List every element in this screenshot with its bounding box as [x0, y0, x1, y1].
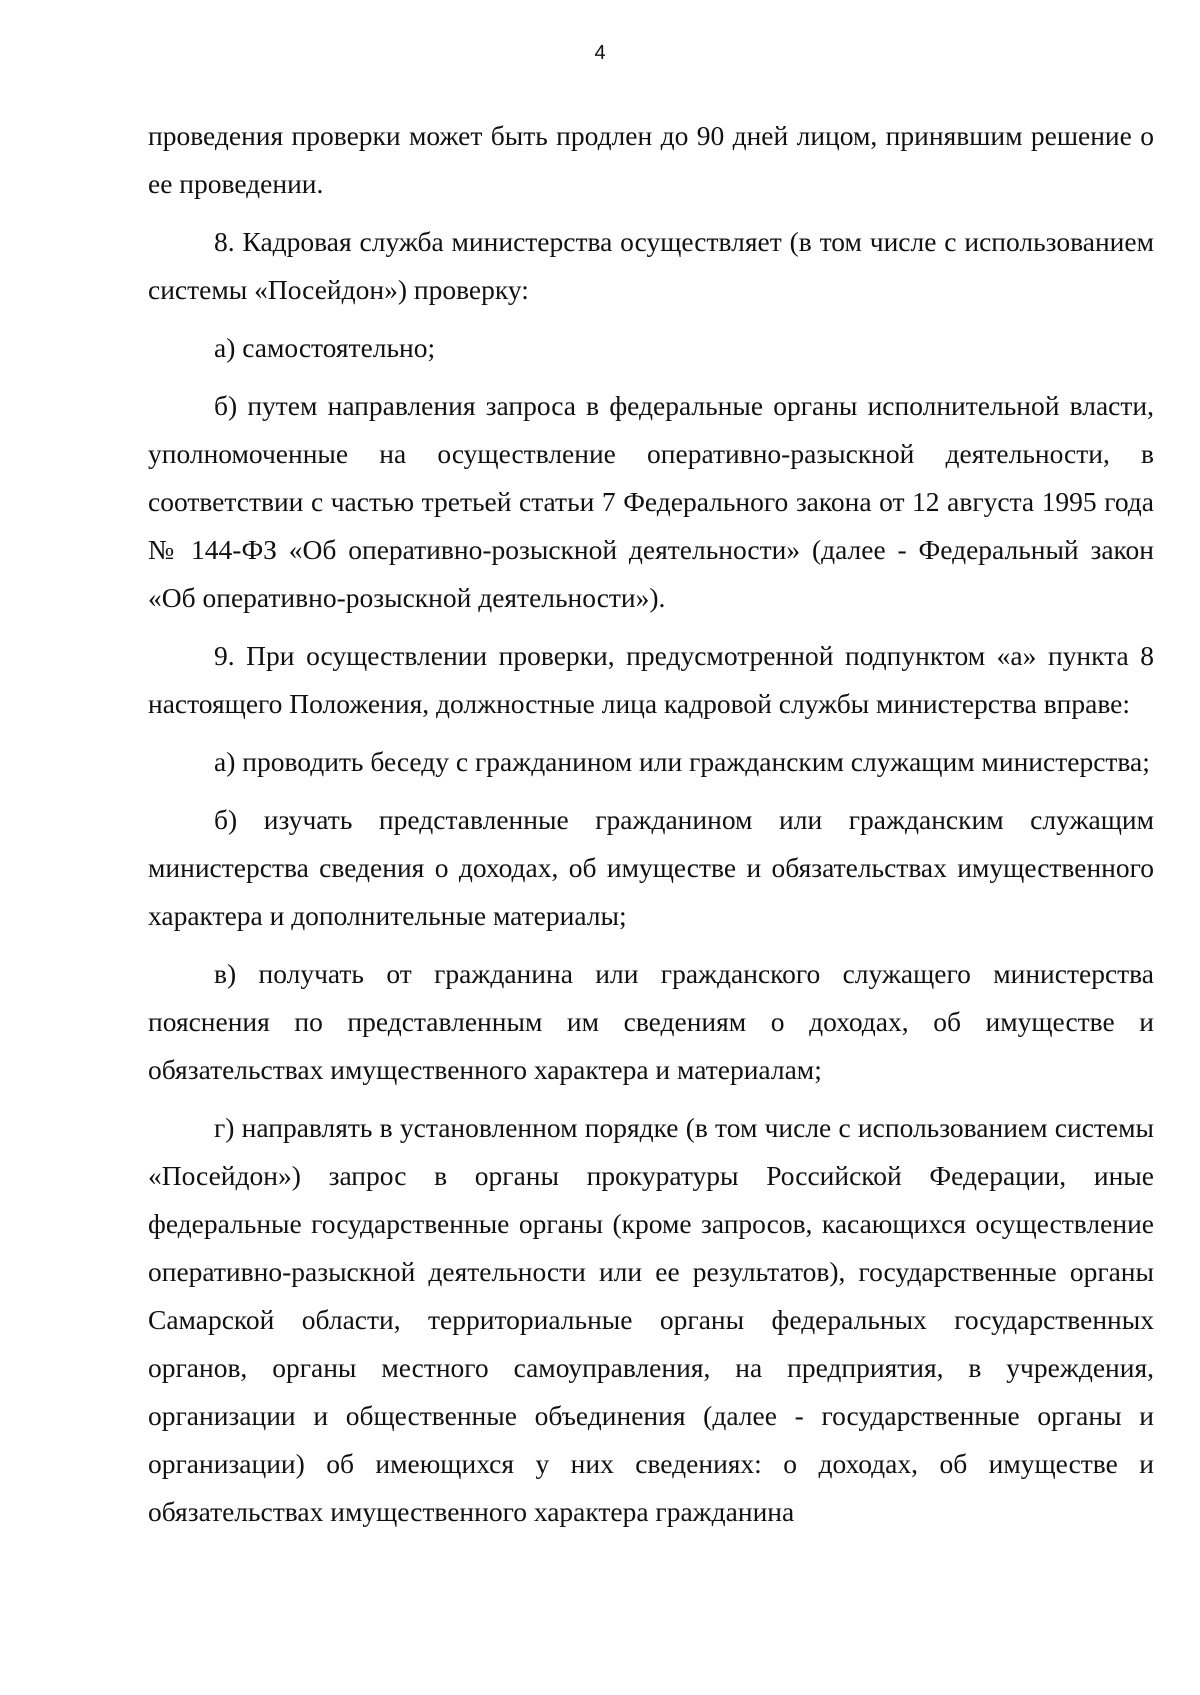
paragraph-item-9b: б) изучать представленные гражданином или гражданским служащим министерства сведения о доходах, об имуществе и обязательствах имущественного характера и дополнительные материалы; — [148, 804, 1154, 931]
paragraph-continuation: проведения проверки может быть продлен до 90 дней лицом, принявшим решение о ее проведении. — [148, 120, 1154, 199]
paragraph-item-9v: в) получать от гражданина или гражданского служащего министерства пояснения по представленным им сведениям о доходах, об имуществе и обязательствах имущественного характера и материалам; — [148, 958, 1154, 1085]
paragraph-item-9: 9. При осуществлении проверки, предусмотренной подпунктом «а» пункта 8 настоящего Положения, должностные лица кадровой службы министерства вправе: — [148, 640, 1154, 719]
paragraph-item-9a: а) проводить беседу с гражданином или гражданским служащим министерства; — [214, 746, 1150, 777]
paragraph-item-8b: б) путем направления запроса в федеральные органы исполнительной власти, уполномоченные на осуществление оперативно-разыскной деятельности, в соответствии с частью третьей статьи 7 Федерального закона от 12 августа 1995 года № 144-ФЗ «Об оперативно-розыскной деятельности» (далее - Федеральный закон «Об оперативно-розыскной деятельности»). — [148, 390, 1154, 613]
page-number: 4 — [594, 42, 606, 64]
paragraph-item-8: 8. Кадровая служба министерства осуществляет (в том числе с использованием системы «Посейдон») проверку: — [148, 226, 1154, 305]
paragraph-item-9g: г) направлять в установленном порядке (в том числе с использованием системы «Посейдон») запрос в органы прокуратуры Российской Федерации, иные федеральные государственные органы (кроме запросов, касающихся осуществление оперативно-разыскной деятельности или ее результатов), государственные органы Самарской области, территориальные органы федеральных государственных органов, органы местного самоуправления, на предприятия, в учреждения, организации и общественные объединения (далее - государственные органы и организации) об имеющихся у них сведениях: о доходах, об имуществе и обязательствах имущественного характера гражданина — [148, 1112, 1154, 1527]
paragraph-item-8a: а) самостоятельно; — [214, 332, 436, 363]
document-body — [148, 112, 1154, 1536]
